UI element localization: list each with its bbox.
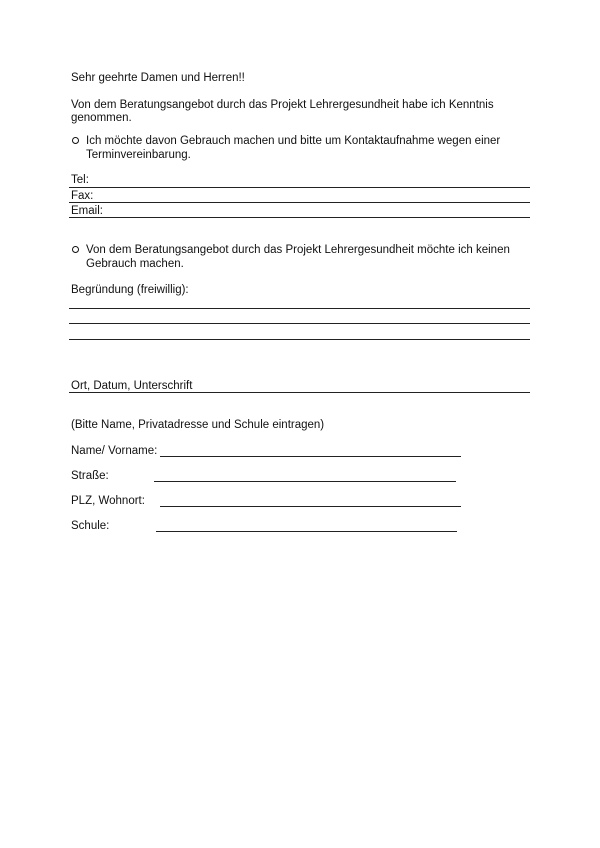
salutation: Sehr geehrte Damen und Herren!! (71, 72, 245, 84)
zip-city-field-line[interactable] (160, 506, 461, 507)
signature-label: Ort, Datum, Unterschrift (71, 380, 193, 392)
signature-line[interactable] (69, 392, 530, 393)
reason-label: Begründung (freiwillig): (71, 284, 189, 296)
tel-field-line[interactable] (69, 187, 530, 188)
name-field-line[interactable] (160, 456, 461, 457)
option-yes-line-2: Terminvereinbarung. (86, 149, 191, 161)
intro-line-1: Von dem Beratungsangebot durch das Projekt Lehrergesundheit habe ich Kenntnis (71, 99, 494, 111)
fax-label: Fax: (71, 190, 94, 202)
school-label: Schule: (71, 520, 110, 532)
option-no-line-1: Von dem Beratungsangebot durch das Projekt Lehrergesundheit möchte ich keinen (86, 244, 510, 256)
school-field-line[interactable] (156, 531, 457, 532)
street-field-line[interactable] (154, 481, 456, 482)
reason-line-3[interactable] (69, 339, 530, 340)
option-yes-radio[interactable] (72, 137, 79, 144)
reason-line-2[interactable] (69, 323, 530, 324)
street-label: Straße: (71, 470, 109, 482)
tel-label: Tel: (71, 174, 89, 186)
option-yes-line-1: Ich möchte davon Gebrauch machen und bitte um Kontaktaufnahme wegen einer (86, 135, 501, 147)
reason-line-1[interactable] (69, 308, 530, 309)
address-note: (Bitte Name, Privatadresse und Schule eintragen) (71, 419, 325, 431)
option-no-line-2: Gebrauch machen. (86, 258, 184, 270)
email-label: Email: (71, 205, 103, 217)
option-no-radio[interactable] (72, 246, 79, 253)
zip-city-label: PLZ, Wohnort: (71, 495, 145, 507)
email-field-line[interactable] (69, 217, 530, 218)
intro-line-2: genommen. (71, 112, 132, 124)
fax-field-line[interactable] (69, 202, 530, 203)
name-label: Name/ Vorname: (71, 445, 158, 457)
